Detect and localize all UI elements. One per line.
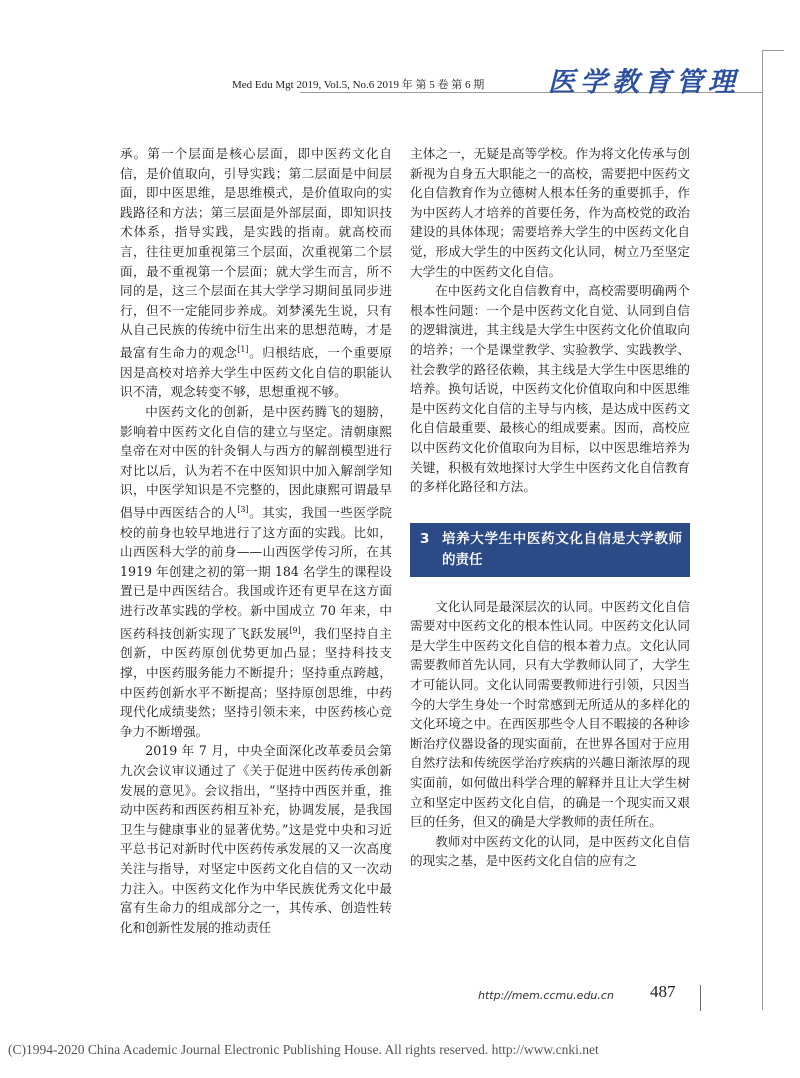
journal-url[interactable]: http://mem.ccmu.edu.cn: [478, 989, 614, 1002]
page-number: 487: [650, 982, 676, 1001]
paragraph: 2019 年 7 月，中央全面深化改革委员会第九次会议审议通过了《关于促进中医药传承创新发展的意见》。会议指出，“坚持中西医并重，推动中医药和西医药相互补充，协调发展，是我国卫生与健康事业的显著优势。”这是党中央和习近平总书记对新时代中医药传承发展的又一次高度关注与指导，对坚定中医药文化自信的又一次动力注入。中医药文化作为中华民族优秀文化中最富有生命力的组成部分之一，其传承、创造性转化和创新性发展的推动责任: [120, 743, 392, 935]
page-frame: [762, 50, 784, 1010]
right-column: [410, 144, 690, 871]
left-column: [120, 144, 392, 937]
reference-mark[interactable]: [3]: [237, 504, 249, 514]
section-number: 3: [420, 530, 430, 547]
section-heading: [410, 523, 690, 577]
reference-mark[interactable]: [1]: [237, 344, 249, 354]
reference-mark[interactable]: [9]: [289, 625, 301, 635]
footer-rule: [700, 985, 701, 1011]
journal-title-logo: 医学教育管理: [548, 67, 740, 98]
paragraph: 文化认同是最深层次的认同。中医药文化自信需要对中医药文化的根本性认同。中医药文化认同是大学生中医药文化自信的根本着力点。文化认同需要教师首先认同，只有大学教师认同了，大学生才可能认同。文化认同需要教师进行引领，只因当今的大学生身处一个时常感到无所适从的多样化的文化环境之中。在西医那些令人目不暇接的各种诊断治疗仪器设备的现实面前，在世界各国对于应用自然疗法和传统医学治疗疾病的兴趣日渐浓厚的现实面前，如何做出科学合理的解释并且让大学生树立和坚定中医药文化自信，的确是一个现实而又艰巨的任务，但又的确是大学教师的责任所在。: [410, 598, 690, 830]
journal-issue-info: Med Edu Mgt 2019, Vol.5, No.6 2019 年 第 5 卷 第 6 期: [232, 79, 485, 91]
section-title: 培养大学生中医药文化自信是大学教师的责任: [442, 530, 682, 568]
paragraph: 承。第一个层面是核心层面，即中医药文化自信，是价值取向，引导实践；第二层面是中间层面，即中医思维，是思维模式，是价值取向的实践路径和方法；第三层面是外部层面，即知识技术体系，指导实践，是实践的指南。就高校而言，往往更加重视第三个层面，次重视第二个层面，最不重视第一个层面；就大学生而言，所不同的是，这三个层面在其大学学习期间虽同步进行，但不一定能同步养成。刘梦溪先生说，只有从自己民族的传统中衍生出来的思想范畴，才是最富有生命力的观念[1]。归根结底，一个重要原因是高校对培养大学生中医药文化自信的职能认识不清，观念转变不够，思想重视不够。: [120, 146, 393, 400]
paragraph: 主体之一，无疑是高等学校。作为将文化传承与创新视为自身五大职能之一的高校，需要把中医药文化自信教育作为立德树人根本任务的重要抓手，作为中医药人才培养的首要任务，作为高校党的政治建设的具体体现；需要培养大学生的中医药文化自觉，形成大学生的中医药文化认同，树立乃至坚定大学生的中医药文化自信。: [410, 146, 690, 279]
copyright-notice: (C)1994-2020 China Academic Journal Electronic Publishing House. All rights reserved. http://www.cnki.net: [8, 1042, 599, 1057]
paragraph: 在中医药文化自信教育中，高校需要明确两个根本性问题：一个是中医药文化自觉、认同到自信的逻辑演进，其主线是大学生中医药文化价值取向的培养；一个是课堂教学、实验教学、实践教学、社会教学的路径依赖，其主线是大学生中医思维的培养。换句话说，中医药文化价值取向和中医思维是中医药文化自信的主导与内核，是达成中医药文化自信最重要、最核心的组成要素。因而，高校应以中医药文化价值取向为目标，以中医思维培养为关键，积极有效地探讨大学生中医药文化自信教育的多样化路径和方法。: [410, 283, 690, 495]
paragraph: 中医药文化的创新，是中医药腾飞的翅膀，影响着中医药文化自信的建立与坚定。清朝康熙皇帝在对中医的针灸铜人与西方的解剖模型进行对比以后，认为若不在中医知识中加入解剖学知识，中医学知识是不完整的，因此康熙可谓最早倡导中西医结合的人[3]。其实，我国一些医学院校的前身也较早地进行了这方面的实践。比如，山西医科大学的前身——山西医学传习所，在其 1919 年创建之初的第一期 184 名学生的课程设置已是中西医结合。我国或许还有更早在这方面进行改革实践的学校。新中国成立 70 年来，中医药科技创新实现了飞跃发展[9]，我们坚持自主创新，中医药原创优势更加凸显；坚持科技支撑，中医药服务能力不断提升；坚持重点跨越，中医药创新水平不断提高；坚持原创思维，中药现代化成绩斐然；坚持引领未来，中医药核心竞争力不断增强。: [120, 403, 393, 739]
paragraph: 教师对中医药文化的认同，是中医药文化自信的现实之基，是中医药文化自信的应有之: [410, 833, 690, 869]
